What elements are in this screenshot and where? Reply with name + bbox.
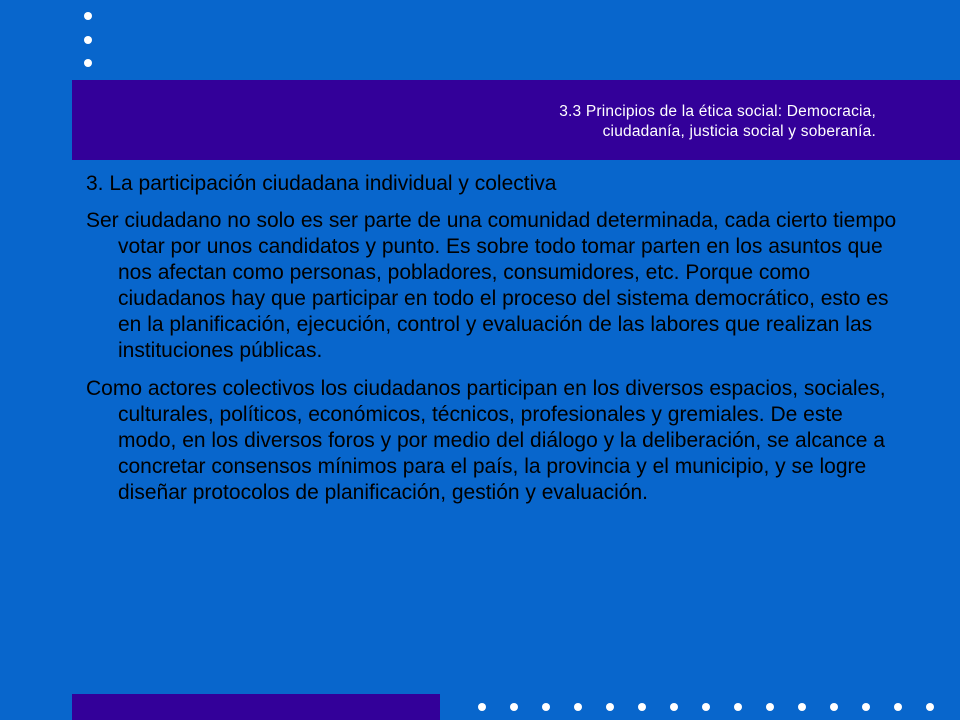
body-paragraph: Como actores colectivos los ciudadanos participan en los diversos espacios, sociales, culturales, políticos, económicos, técnicos, profesionales y gremiales. De este modo, en los diversos foros y por medio del diálogo y la deliberación, se alcance a concretar consensos mínimos para el país, la provincia y el municipio, y se logre diseñar protocolos de planificación, gestión y evaluación.	[86, 377, 886, 504]
decor-dot	[542, 703, 550, 711]
subtitle-line-1: 3.3 Principios de la ética social: Democracia,	[559, 103, 876, 120]
decor-dot	[798, 703, 806, 711]
decor-dot	[638, 703, 646, 711]
decor-dot	[510, 703, 518, 711]
decor-dot	[574, 703, 582, 711]
decor-dot	[84, 12, 92, 20]
decor-dot	[734, 703, 742, 711]
slide-body	[86, 170, 906, 518]
header-band	[72, 80, 960, 160]
slide-subtitle	[559, 102, 876, 142]
decor-dot	[478, 703, 486, 711]
decor-dot	[830, 703, 838, 711]
section-heading: 3. La participación ciudadana individual y colectiva	[86, 172, 557, 195]
footer-band	[72, 694, 440, 720]
decor-dot	[702, 703, 710, 711]
decor-dot	[894, 703, 902, 711]
decor-dot	[84, 59, 92, 67]
decor-dot	[606, 703, 614, 711]
body-paragraph: Ser ciudadano no solo es ser parte de una comunidad determinada, cada cierto tiempo votar por unos candidatos y punto. Es sobre todo tomar parten en los asuntos que nos afectan como personas, pobladores, consumidores, etc. Porque como ciudadanos hay que participar en todo el proceso del sistema democrático, esto es en la planificación, ejecución, control y evaluación de las labores que realizan las instituciones públicas.	[86, 209, 897, 362]
subtitle-line-2: ciudadanía, justicia social y soberanía.	[602, 123, 876, 140]
decor-dot	[84, 36, 92, 44]
decor-dot	[862, 703, 870, 711]
decor-dot	[926, 703, 934, 711]
decor-dot	[766, 703, 774, 711]
decor-dot	[670, 703, 678, 711]
